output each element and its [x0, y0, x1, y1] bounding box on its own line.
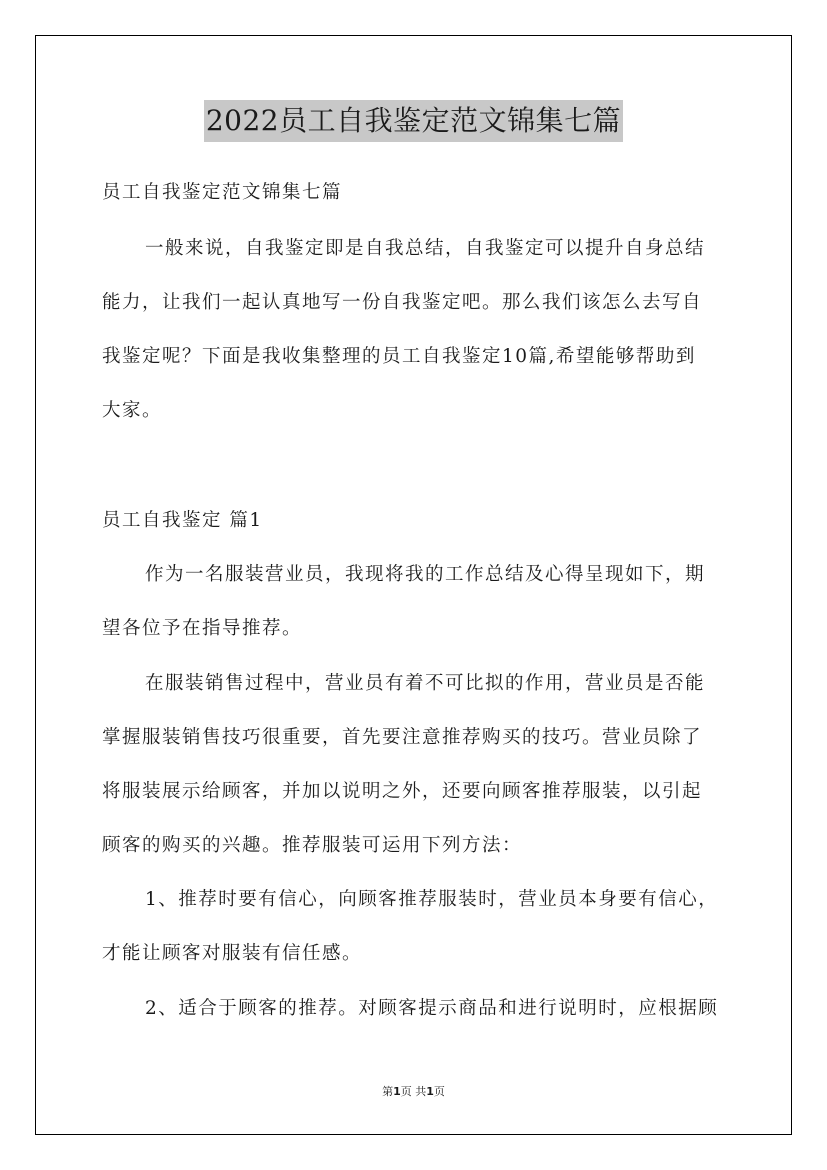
paragraph-line: 我鉴定呢？下面是我收集整理的员工自我鉴定10篇,希望能够帮助到 — [102, 346, 696, 367]
page-mid: 页 共 — [400, 1085, 427, 1098]
page-current: 1 — [393, 1085, 401, 1098]
paragraph-line: 能力，让我们一起认真地写一份自我鉴定吧。那么我们该怎么去写自 — [102, 292, 703, 313]
paragraph-line: 望各位予在指导推荐。 — [102, 618, 303, 639]
paragraph-line: 将服装展示给顾客，并加以说明之外，还要向顾客推荐服装，以引起 — [102, 781, 703, 802]
paragraph-line: 大家。 — [102, 400, 163, 421]
paragraph-line: 顾客的购买的兴趣。推荐服装可运用下列方法： — [102, 835, 523, 856]
page-prefix: 第 — [382, 1085, 394, 1098]
paragraph-line: 一般来说，自我鉴定即是自我总结，自我鉴定可以提升自身总结 — [145, 238, 706, 259]
paragraph-line: 在服装销售过程中，营业员有着不可比拟的作用，营业员是否能 — [145, 673, 706, 694]
section-heading: 员工自我鉴定范文锦集七篇 — [102, 182, 343, 203]
document-title-text: 2022员工自我鉴定范文锦集七篇 — [204, 100, 623, 142]
paragraph-line: 2、适合于顾客的推荐。对顾客提示商品和进行说明时，应根据顾 — [145, 998, 719, 1019]
paragraph-line: 作为一名服装营业员，我现将我的工作总结及心得呈现如下，期 — [145, 564, 706, 585]
document-title — [0, 100, 827, 142]
page-total: 1 — [426, 1085, 434, 1098]
page-number — [0, 1084, 827, 1100]
paragraph-line: 掌握服装销售技巧很重要，首先要注意推荐购买的技巧。营业员除了 — [102, 727, 703, 748]
section-heading: 员工自我鉴定 篇1 — [102, 510, 263, 531]
paragraph-line: 1、推荐时要有信心，向顾客推荐服装时，营业员本身要有信心， — [145, 889, 719, 910]
page-suffix: 页 — [433, 1085, 445, 1098]
paragraph-line: 才能让顾客对服装有信任感。 — [102, 943, 363, 964]
